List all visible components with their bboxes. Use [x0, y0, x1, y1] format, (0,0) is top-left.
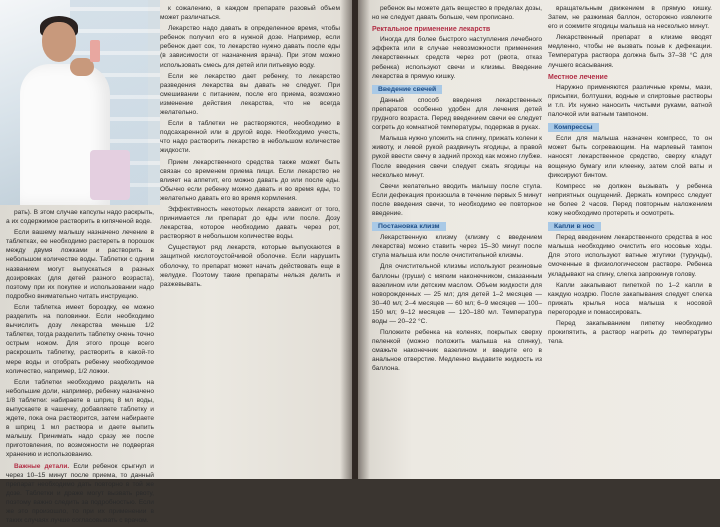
paragraph: Положите ребенка на коленях, покрытых сверху пеленкой (можно положить малыша на спинку), смажьте наконечник вазелином и введите его в анальное отверстие. Медленно выдавите жидкость из баллона. [372, 329, 542, 373]
section-heading-compress: Компрессы [548, 123, 599, 132]
paragraph: Если таблетка имеет бороздку, ее можно разделить на половинки. Если необходимо вычислить дозу лекарства меньше 1/2 таблетки, тогда разделить таблетку очень точно острым ножом. Для этого проще всего раскрошить таблетку, растворить в какой-то мере воды и отобрать ребенку необходимое количество, например, 1/2 ложки. [6, 303, 154, 375]
paragraph: Если вашему малышу назначено лечение в таблетках, ее необходимо растереть в порошок между двумя ложками и растворить в небольшом количестве воды. Таблетки с одним названием могут выпускаться в разных дозировках (для детей разного возраста), поэтому при их покупке и использовании надо подробно внимательно читать инструкцию. [6, 229, 154, 300]
section-heading-enema: Постановка клизм [372, 222, 446, 231]
left-page [0, 0, 352, 525]
paragraph: Малыша нужно уложить на спинку, прижать колени к животу, и левой рукой раздвинуть ягодицы, а правой рукой ввести свечу в задний проход как можно глубже. После введения свечи следует сжать ягодицы на несколько минут. [372, 135, 542, 179]
note-text: Если ребенок срыгнул и через 10–15 минут после приема, то данный препарат необходимо дать повторно в той же дозе. Таблетки и драже могут вызвать рвоту, поэтому важно следить за подробностью. Если же это произошло, то при их применении в таких случаях лучше согласовывать с врачом. [6, 462, 154, 525]
paragraph: Компресс не должен вызывать у ребенка неприятных ощущений. Держать компресс следует не более 2 часов. Перед повторным наложением кожу необходимо протереть и осмотреть. [548, 182, 712, 217]
pharmacist-photo [0, 0, 148, 205]
paragraph: Лекарство надо давать в определенное время, чтобы ребенок получил его в нужной дозе. Например, если ребенок дает сок, то лекарство нужно давать после еды (в зависимости от назначения врача). При этом можно использовать смесь для детей или питьевую воду. [160, 25, 340, 69]
paragraph: Наружно применяются различные кремы, мази, присыпки, болтушки, водные и спиртовые растворы и т.п. Их нужно наносить чистыми руками, ватной палочкой или ватным тампоном. [548, 83, 712, 119]
note-lead: Важные детали. [14, 462, 70, 470]
paragraph: Для очистительной клизмы используют резиновые баллоны (груши) с мягким наконечником, смазанным вазелином или детским маслом. Объем жидкости для новорожденных — 25 мл; для детей 1–2 месяцев — 30–40 мл; 2–4 месяцев — 60 мл; 6–9 месяцев — 100–150 мл; 9–12 месяцев — 120–180 мл. Температура воды — 20–22 °С. [372, 263, 542, 325]
paragraph: Иногда для более быстрого наступления лечебного эффекта или в случае невозможности применения лекарственных средств через рот (рвота, отказ ребенка) используют свечи и клизмы. Введение лекарства в прямую кишку. [372, 36, 542, 80]
paragraph: Перед закапыванием пипетку необходимо прокипятить, а раствор нагреть до температуры тела. [548, 320, 712, 346]
paragraph: Лекарственный препарат в клизме вводят медленно, чтобы не вызвать позыв к дефекации. Температура раствора должна быть 37–38 °С для лучшего всасывания. [548, 34, 712, 69]
paragraph: Если таблетки необходимо разделить на небольшие доли, например, ребенку назначено 1/8 таблетки: набираете в шприц 8 мл воды, выпускаете в чашечку, добавляете таблетку и ждете, пока она растворится, затем набираете в шприц 1 мл раствора и даете выпить малышу. Принимать надо сразу же после приготовления, по возможности не подвергая хранению и использованию. [6, 378, 154, 459]
paragraph: Существуют ряд лекарств, которые выпускаются в защитной кислотоустойчивой оболочке. Если нарушить оболочку, то препарат может начать действовать еще в желудке. Поэтому такие препараты нельзя делить и разжевывать. [160, 244, 340, 288]
paragraph: Свечи желательно вводить малышу после стула. Если дефекация произошла в течение первых 5 минут после введения свечи, то необходимо ее повторное введение. [372, 182, 542, 217]
paragraph: рать). В этом случае капсулы надо раскрыть, а их содержимое растворить в кипяченой воде. [6, 209, 154, 226]
paragraph: ребенок вы можете дать вещество в пределах дозы, но не следует давать больше, чем прописано. [372, 5, 542, 22]
paragraph: Данный способ введения лекарственных препаратов особенно удобен для лечения детей грудного возраста. Перед введением свечи ее следует согреть до комнатной температуры, подержав в руках. [372, 96, 542, 132]
right-page [358, 0, 720, 479]
paragraph: вращательным движением в прямую кишку. Затем, не разжимая баллон, осторожно извлеките его и сожмите ягодицы малыша на несколько минут. [548, 5, 712, 31]
paragraph: Если в таблетки не растворяются, необходимо в подсахаренной или в другой воде. Необходимо учесть, что надо растворить лекарство в небольшом количестве жидкости. [160, 120, 340, 155]
paragraph: Перед введением лекарственного средства в нос малыша необходимо очистить его носовые ходы. Для этого используют ватные жгутики (турунды), смоченные в физиологическом растворе. Ребенка укладывают на спину, слегка запрокинув голову. [548, 234, 712, 278]
note-paragraph [6, 462, 154, 526]
left-col-b-top [160, 4, 340, 291]
paragraph: Лекарственную клизму (клизму с введением лекарства) можно ставить через 15–30 минут после стула малыша или после очистительной клизмы. [372, 234, 542, 260]
paragraph: Если для малыша назначен компресс, то он может быть согревающим. На марлевый тампон наносят лекарственное средство, сверху кладут вощеную бумагу или клеенку, затем слой ваты и фиксируют бинтом. [548, 135, 712, 179]
right-col-c [372, 4, 542, 376]
left-col-a [6, 208, 154, 527]
section-heading-local: Местное лечение [548, 73, 608, 81]
paragraph: Эффективность некоторых лекарств зависит от того, принимается ли препарат до еды или после. Дозу лекарства, которое необходимо давать через рот, растворяют в небольшом количестве воды. [160, 205, 340, 241]
right-col-d [548, 4, 712, 348]
paragraph: Прием лекарственного средства также может быть связан со временем приема пищи. Если лекарство не влияет на аппетит, его можно давать до или после еды. Обычно если ребенку можно давать и во время еды, то желательно давать его во время кормления. [160, 158, 340, 202]
paragraph: к сожалению, в каждом препарате разовый объем может различаться. [160, 5, 340, 22]
section-heading-nose-drops: Капли в нос [548, 222, 601, 231]
paragraph: Если же лекарство дает ребенку, то лекарство разведения лекарства вы давать не следует. При смешивании с питанием, после его приема, возможно изменение действия лекарства, что не всегда желательно. [160, 72, 340, 117]
section-heading-rectal: Ректальное применение лекарств [372, 26, 491, 34]
paragraph: Капли закапывают пипеткой по 1–2 капли в каждую ноздрю. После закапывания следует слегка прижать крылья носа малыша к носовой перегородке и помассировать. [548, 281, 712, 316]
book-spine-shadow [340, 0, 370, 479]
section-heading-candles: Введение свечей [372, 85, 442, 94]
